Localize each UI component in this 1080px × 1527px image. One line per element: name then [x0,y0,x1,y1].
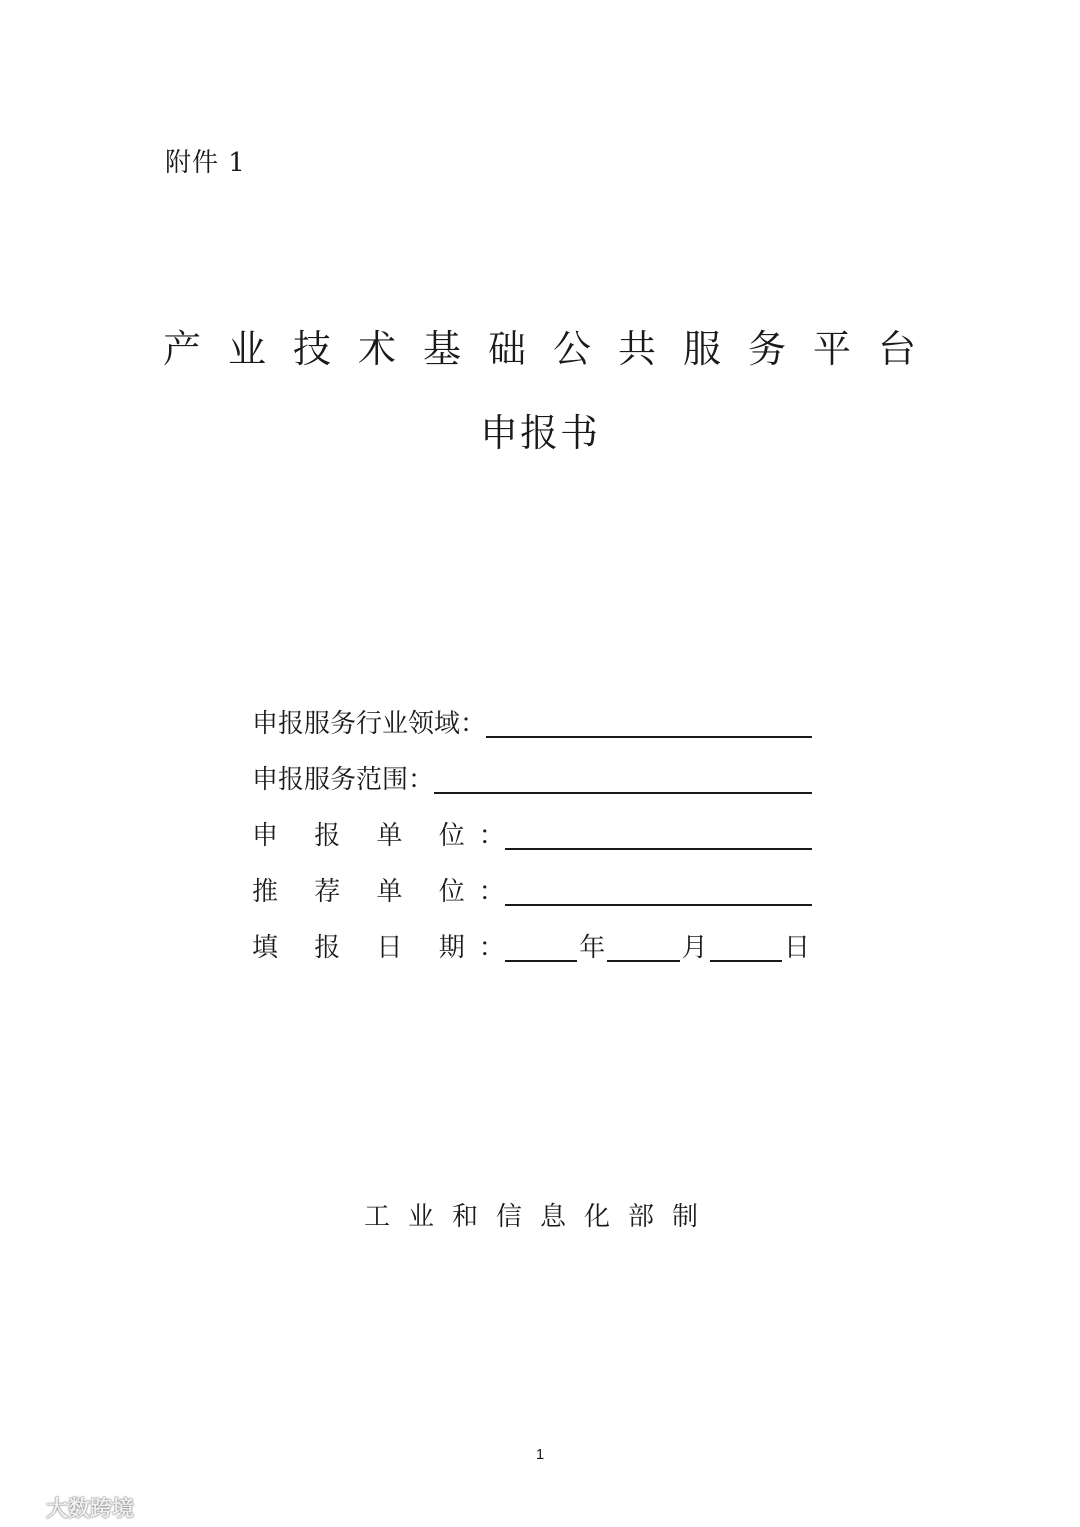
applicant-input[interactable] [505,814,812,850]
date-row [252,912,812,968]
watermark-text: 大数跨境 [46,1497,135,1522]
recommender-row [252,856,812,912]
industry-field-label: 申报服务行业领域： [252,709,487,739]
page-number: 1 [535,1446,545,1463]
industry-field-row [252,688,812,744]
document-subtitle: 申报书 [479,411,600,455]
weibo-style-logo-icon [6,1495,40,1521]
applicant-row [252,800,812,856]
applicant-label: 申 报 单 位 [252,821,479,851]
industry-field-input[interactable] [486,702,812,738]
attachment-label: 附件 1 [165,148,246,178]
application-form [252,688,812,968]
date-label: 填 报 日 期 [252,933,479,963]
watermark [6,1492,134,1523]
service-scope-label: 申报服务范围： [252,765,435,795]
month-suffix: 月 [681,933,708,963]
month-input[interactable] [607,926,679,962]
recommender-input[interactable] [505,870,812,906]
year-input[interactable] [505,926,577,962]
recommender-colon: ： [478,877,505,907]
day-input[interactable] [710,926,782,962]
year-suffix: 年 [579,933,606,963]
day-suffix: 日 [783,933,810,963]
recommender-label: 推 荐 单 位 [252,877,479,907]
applicant-colon: ： [478,821,505,851]
document-title: 产业技术基础公共服务平台 [163,327,944,371]
issuer-line: 工业和信息化部制 [363,1202,716,1232]
date-colon: ： [478,933,505,963]
service-scope-input[interactable] [434,758,812,794]
service-scope-row [252,744,812,800]
